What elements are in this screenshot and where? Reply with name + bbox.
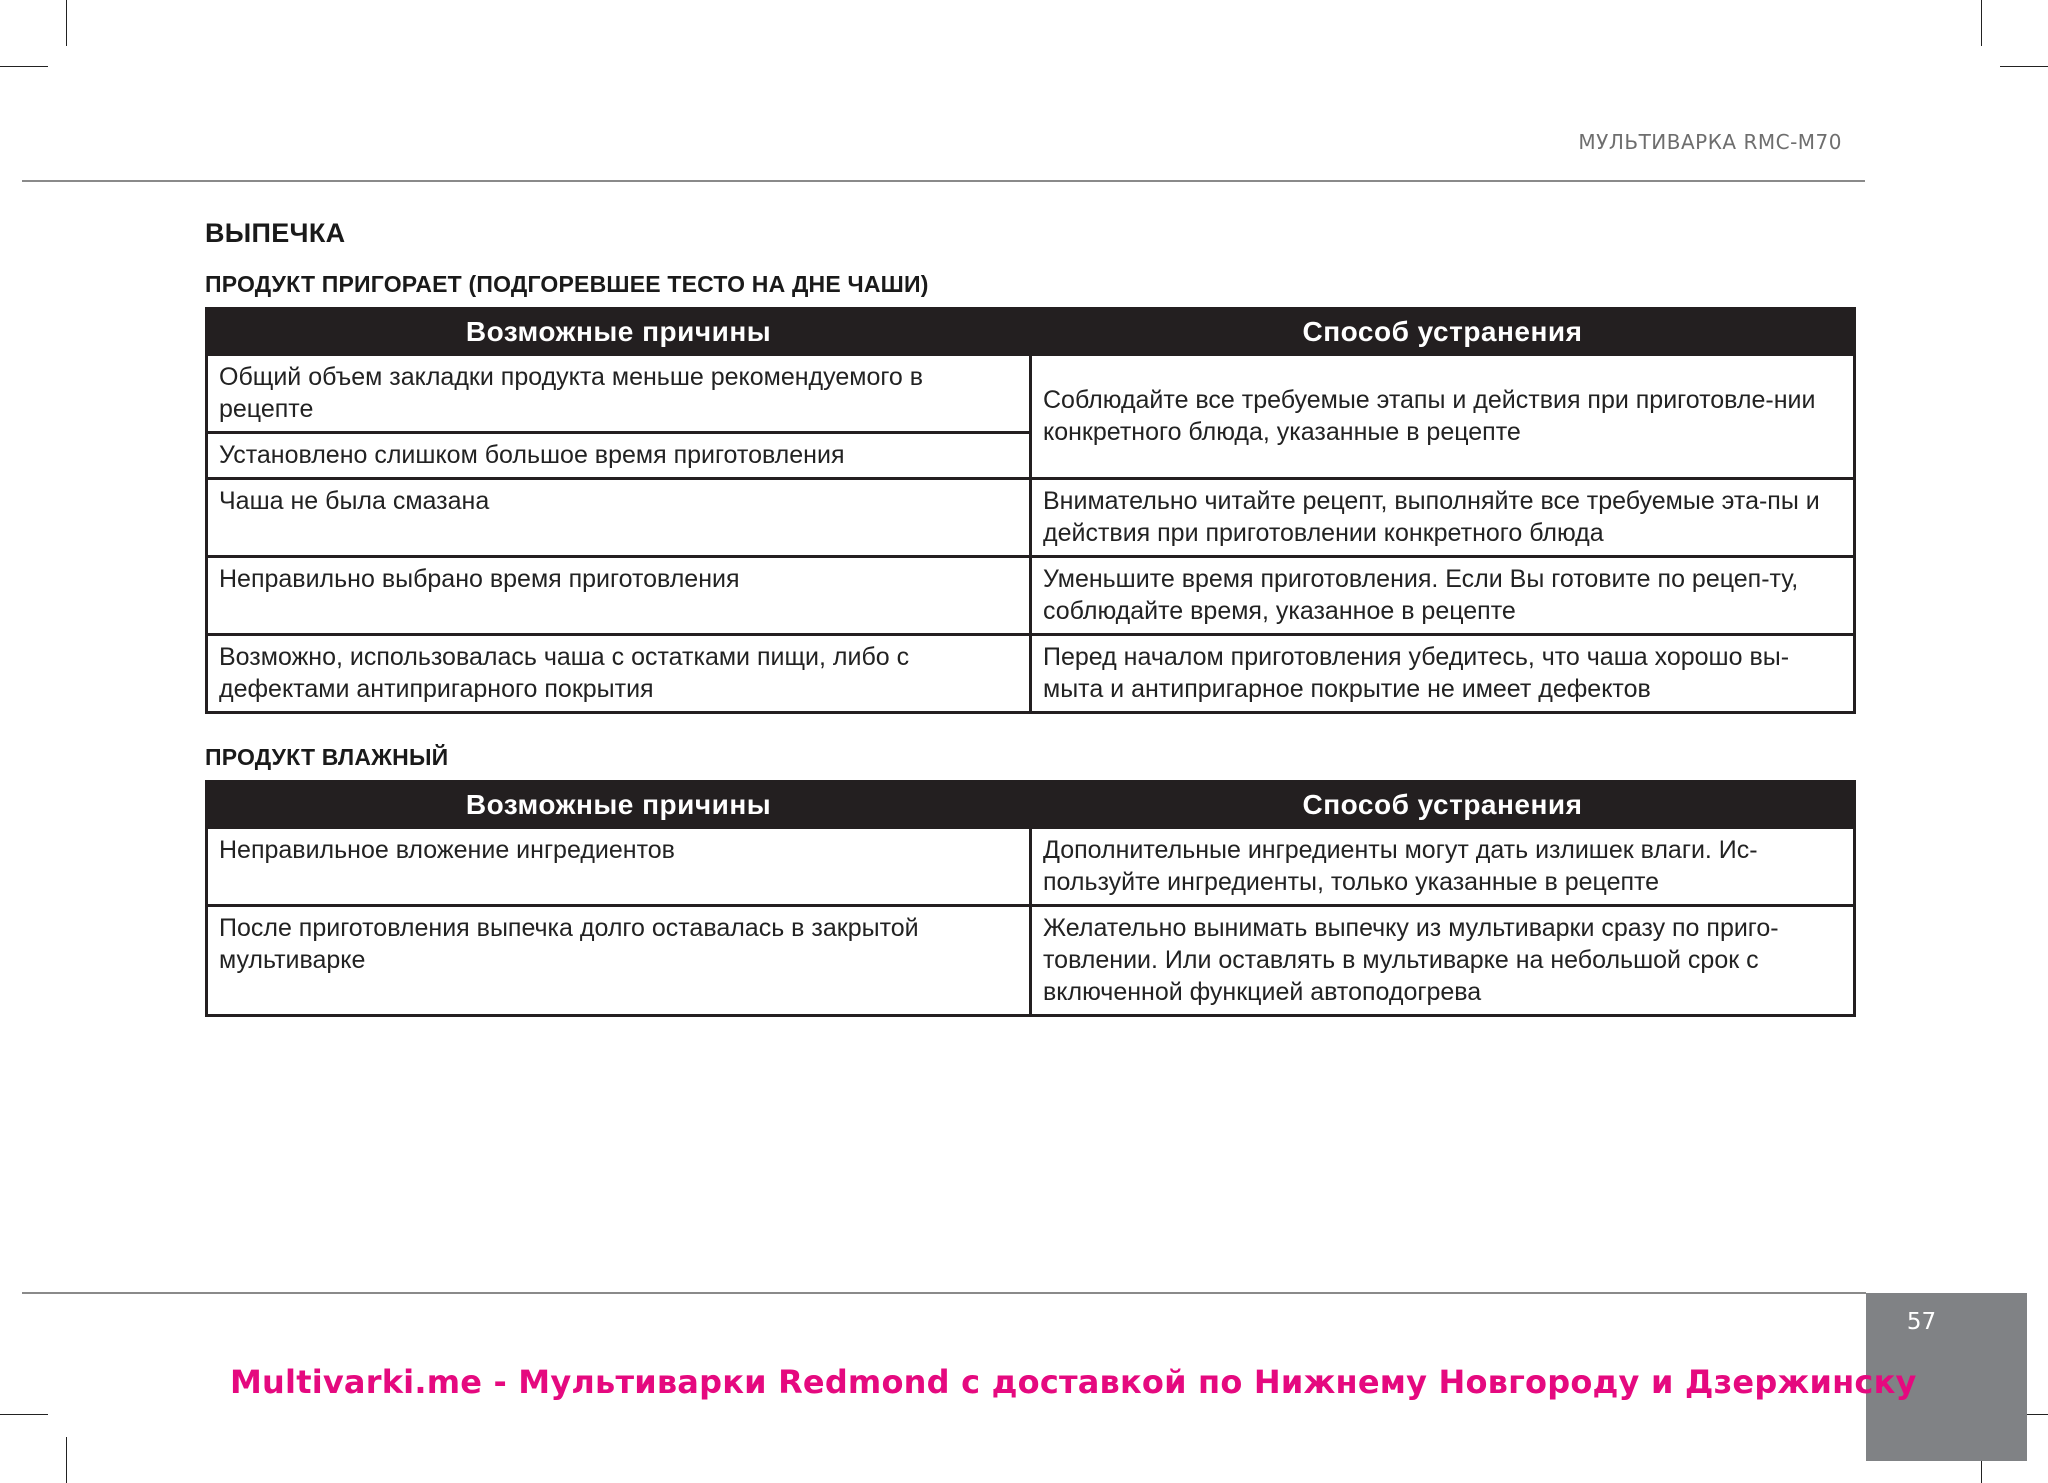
footer-rule: [22, 1292, 1866, 1294]
cause-cell: Общий объем закладки продукта меньше рекомендуемого в рецепте: [207, 355, 1031, 433]
cause-cell: Установлено слишком большое время приготовления: [207, 433, 1031, 479]
page-content: [205, 218, 1853, 1017]
table-row: [207, 479, 1855, 557]
remedy-cell: Дополнительные ингредиенты могут дать излишек влаги. Ис-пользуйте ингредиенты, только указанные в рецепте: [1031, 828, 1855, 906]
table-row: [207, 355, 1855, 433]
cause-cell: Неправильное вложение ингредиентов: [207, 828, 1031, 906]
table-row: [207, 557, 1855, 635]
crop-mark: [66, 1437, 67, 1483]
remedy-cell: Соблюдайте все требуемые этапы и действия при приготовле-нии конкретного блюда, указанные в рецепте: [1031, 355, 1855, 479]
running-header: МУЛЬТИВАРКА RMC-M70: [1578, 130, 1842, 154]
spacer: [205, 714, 1853, 744]
cause-cell: Неправильно выбрано время приготовления: [207, 557, 1031, 635]
remedy-cell: Желательно вынимать выпечку из мультиварки сразу по приго-товлении. Или оставлять в мультиварке на небольшой срок с включенной функцией автоподогрева: [1031, 906, 1855, 1016]
crop-mark: [0, 1414, 48, 1415]
table-header-row: [207, 309, 1855, 355]
column-header-causes: Возможные причины: [207, 309, 1031, 355]
table2-title: ПРОДУКТ ВЛАЖНЫЙ: [205, 744, 449, 770]
crop-mark: [66, 0, 67, 46]
cause-cell: После приготовления выпечка долго оставалась в закрытой мультиварке: [207, 906, 1031, 1016]
watermark-link[interactable]: Multivarki.me - Мультиварки Redmond с доставкой по Нижнему Новгороду и Дзержинску: [230, 1363, 1917, 1401]
table-row: [207, 635, 1855, 713]
section-title: ВЫПЕЧКА: [205, 218, 346, 248]
crop-mark: [0, 66, 48, 67]
column-header-remedy: Способ устранения: [1031, 309, 1855, 355]
table-row: [207, 828, 1855, 906]
troubleshooting-table-burning: [205, 307, 1856, 714]
remedy-cell: Внимательно читайте рецепт, выполняйте все требуемые эта-пы и действия при приготовлении конкретного блюда: [1031, 479, 1855, 557]
cause-cell: Возможно, использовалась чаша с остатками пищи, либо с дефектами антипригарного покрытия: [207, 635, 1031, 713]
header-rule: [22, 180, 1865, 182]
page-number: 57: [1906, 1309, 1937, 1335]
cause-cell: Чаша не была смазана: [207, 479, 1031, 557]
remedy-cell: Перед началом приготовления убедитесь, что чаша хорошо вы-мыта и антипригарное покрытие не имеет дефектов: [1031, 635, 1855, 713]
table-header-row: [207, 782, 1855, 828]
table-row: [207, 906, 1855, 1016]
troubleshooting-table-moist: [205, 780, 1856, 1017]
crop-mark: [2000, 66, 2048, 67]
column-header-causes: Возможные причины: [207, 782, 1031, 828]
table1-title: ПРОДУКТ ПРИГОРАЕТ (ПОДГОРЕВШЕЕ ТЕСТО НА ДНЕ ЧАШИ): [205, 271, 929, 297]
remedy-cell: Уменьшите время приготовления. Если Вы готовите по рецеп-ту, соблюдайте время, указанное в рецепте: [1031, 557, 1855, 635]
crop-mark: [1981, 0, 1982, 46]
column-header-remedy: Способ устранения: [1031, 782, 1855, 828]
